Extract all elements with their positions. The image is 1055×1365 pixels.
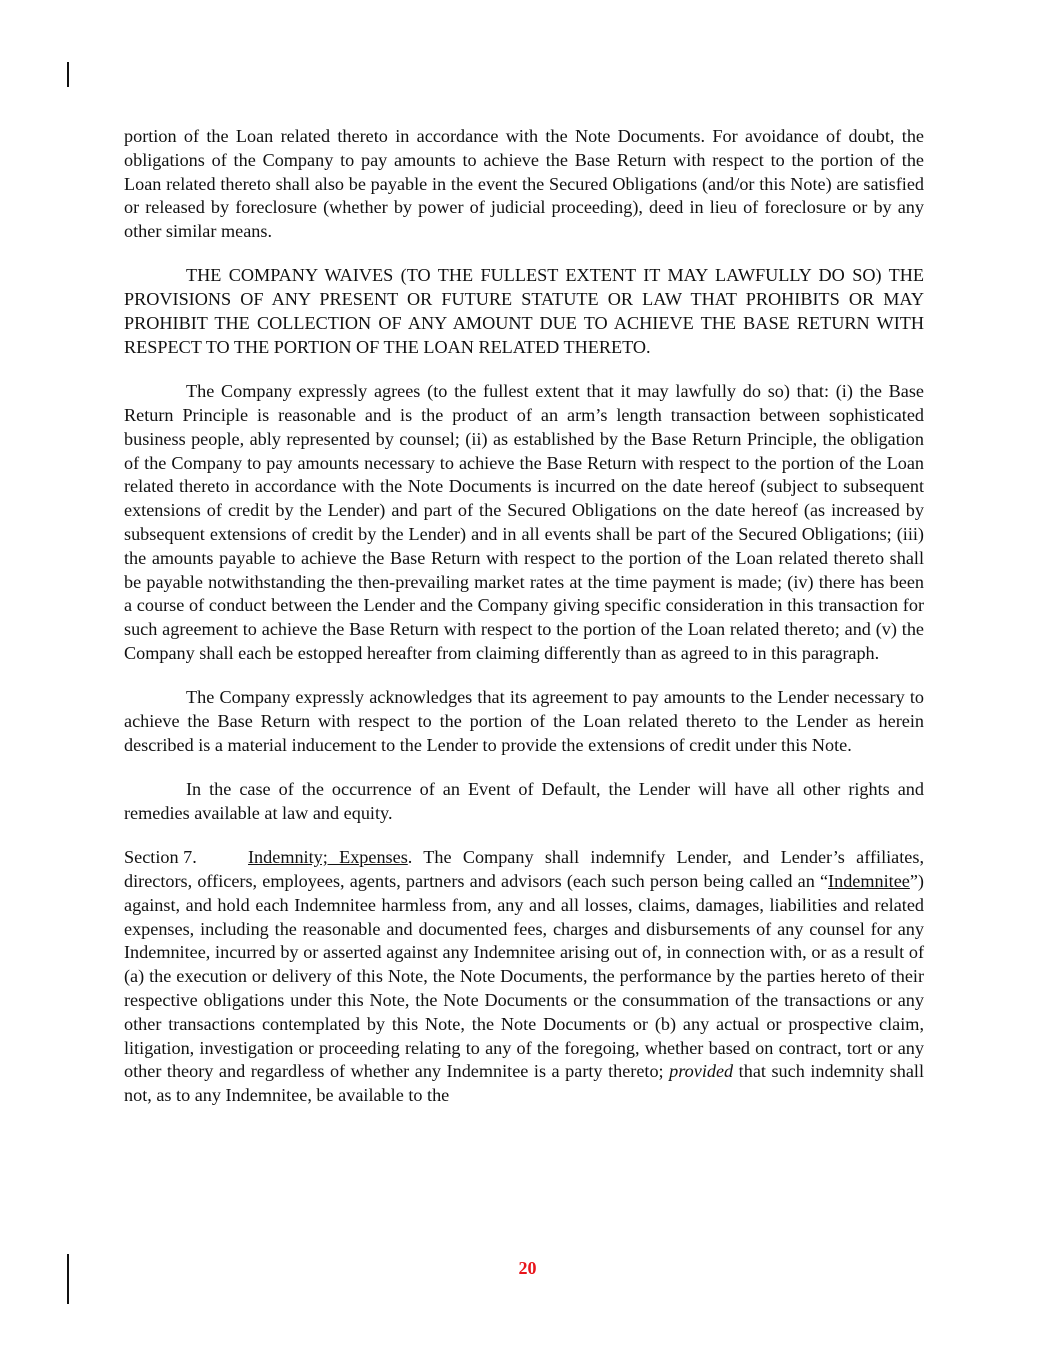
paragraph-company-agrees: The Company expressly agrees (to the fullest extent that it may lawfully do so) that: (i) the Base Return Principle is reasonable and is the product of an arm’s length transaction between sophisticated business people, ably represented by counsel; (ii) as established by the Base Return Principle, the obligation of the Company to pay amounts necessary to achieve the Base Return with respect to the portion of the Loan related thereto in accordance with the Note Documents is incurred on the date hereof (subject to subsequent extensions of credit by the Lender) and part of the Secured Obligations on the date hereof (as increased by subsequent extensions of credit by the Lender) and in all events shall be part of the Secured Obligations; (iii) the amounts payable to achieve the Base Return with respect to the portion of the Loan related thereto shall be payable notwithstanding the then-prevailing market rates at the time payment is made; (iv) there has been a course of conduct between the Lender and the Company giving specific consideration in this transaction for such agreement to achieve the Base Return with respect to the portion of the Loan related thereto; and (v) the Company shall each be estopped hereafter from claiming differently than as agreed to in this paragraph. — [124, 381, 924, 663]
paragraph-event-of-default: In the case of the occurrence of an Event of Default, the Lender will have all other rights and remedies available at law and equity. — [124, 779, 924, 823]
revision-change-bar-top — [67, 62, 69, 87]
section-heading: Indemnity; Expenses — [248, 847, 408, 868]
section-7-indemnity — [124, 846, 924, 1108]
italic-term-provided: provided — [669, 1061, 734, 1082]
section-text-part-c: that such indemnity shall not, as to any Indemnitee, be available to the — [124, 1061, 924, 1106]
document-page-body — [124, 125, 924, 1128]
section-text-part-b: ”) against, and hold each Indemnitee harmless from, any and all losses, claims, damages, liabilities and related expenses, including the reasonable and documented fees, charges and disbursements of any counsel for any Indemnitee, incurred by or asserted against any Indemnitee arising out of, in connection with, or as a result of (a) the execution or delivery of this Note, the Note Documents, the performance by the parties hereto of their respective obligations under this Note, the Note Documents or the consummation of the transactions or any other transactions contemplated by this Note, the Note Documents or (b) any actual or prospective claim, litigation, investigation or proceeding relating to any of the foregoing, whether based on contract, tort or any other theory and regardless of whether any Indemnitee is a party thereto; — [124, 871, 924, 1082]
defined-term-indemnitee: Indemnitee — [828, 871, 910, 892]
paragraph-company-acknowledges: The Company expressly acknowledges that its agreement to pay amounts to the Lender necessary to achieve the Base Return with respect to the portion of the Loan related thereto to the Lender as herein described is a material inducement to the Lender to provide the extensions of credit under this Note. — [124, 687, 924, 755]
page-number: 20 — [518, 1258, 537, 1278]
section-heading-period: . — [407, 847, 413, 868]
paragraph-waiver: THE COMPANY WAIVES (TO THE FULLEST EXTENT IT MAY LAWFULLY DO SO) THE PROVISIONS OF ANY PRESENT OR FUTURE STATUTE OR LAW THAT PROHIBITS OR MAY PROHIBIT THE COLLECTION OF ANY AMOUNT DUE TO ACHIEVE THE BASE RETURN WITH RESPECT TO THE PORTION OF THE LOAN RELATED THERETO. — [124, 265, 924, 357]
paragraph-base-return-continuation: portion of the Loan related thereto in accordance with the Note Documents. For avoidance of doubt, the obligations of the Company to pay amounts to achieve the Base Return with respect to the portion of the Loan related thereto shall also be payable in the event the Secured Obligations (and/or this Note) are satisfied or released by foreclosure (whether by power of judicial proceeding), deed in lieu of foreclosure or by any other similar means. — [124, 126, 924, 242]
section-number: Section 7. — [124, 847, 197, 868]
section-text-part-a: The Company shall indemnify Lender, and Lender’s affiliates, directors, officers, employees, agents, partners and advisors (each such person being called an “ — [124, 847, 924, 892]
